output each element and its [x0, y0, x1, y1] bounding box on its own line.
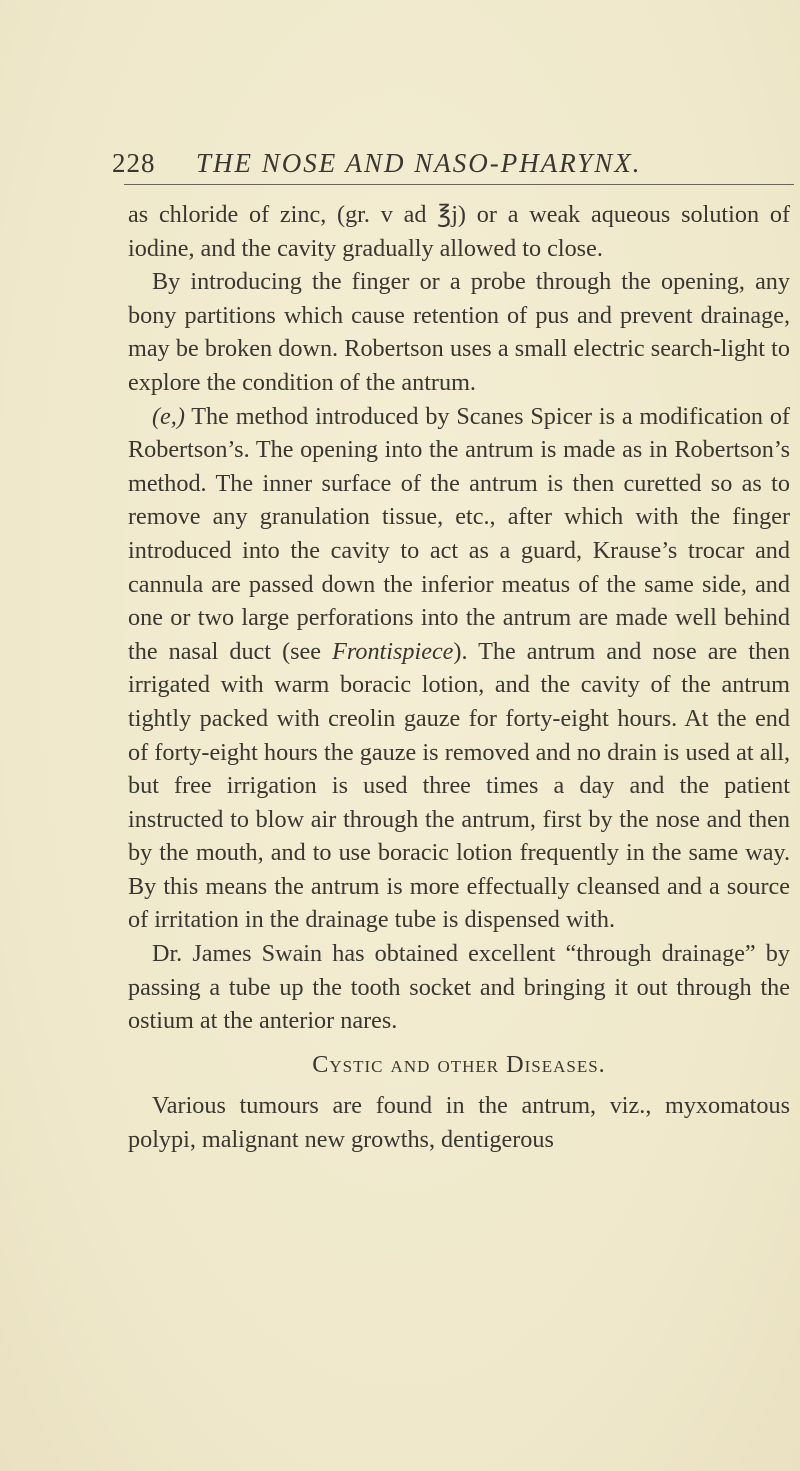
running-head [0, 148, 800, 188]
section-heading: Cystic and other Diseases. [312, 1050, 606, 1078]
page-number: 228 [112, 148, 156, 178]
paragraph-continuation: as chloride of zinc, (gr. v ad ℥j) or a weak aqueous solution of iodine, and the cavity gradually allowed to close. [128, 201, 790, 262]
frontispiece-reference: Frontispiece [332, 637, 454, 665]
running-title: THE NOSE AND NASO-PHARYNX. [196, 148, 642, 178]
body-text [128, 198, 790, 1157]
paragraph-spicer-method [128, 400, 790, 938]
item-label: (e,) [152, 402, 185, 430]
paragraph-text: ). The antrum and nose are then irrigated with warm boracic lotion, and the cavity of the antrum tightly packed with creolin gauze for forty-eight hours. At the end of forty-eight hours the gauze is removed and no drain is used at all, but free irrigation is used three times a day and the patient instructed to blow air through the antrum, first by the nose and then by the mouth, and to use boracic lotion frequently in the same way. By this means the antrum is more effectually cleansed and a source of irritation in the drainage tube is dispensed with. [128, 637, 790, 934]
paragraph-swain: Dr. James Swain has obtained excellent “through drainage” by passing a tube up the tooth socket and bringing it out through the ostium at the anterior nares. [128, 940, 790, 1035]
paragraph-tumours: Various tumours are found in the antrum, viz., myxomatous polypi, malignant new growths, dentigerous [128, 1092, 790, 1154]
paragraph-text: The method introduced by Scanes Spicer is a modification of Robertson’s. The opening into the antrum is made as in Robertson’s method. The inner surface of the antrum is then curetted so as to remove any granulation tissue, etc., after which with the finger introduced into the cavity to act as a guard, Krause’s trocar and cannula are passed down the inferior meatus of the same side, and one or two large perforations into the antrum are made well behind the nasal duct (see [128, 402, 790, 665]
paragraph-probe: By introducing the finger or a probe through the opening, any bony partitions which cause retention of pus and prevent drainage, may be broken down. Robertson uses a small electric search-light to explore the condition of the antrum. [128, 268, 790, 396]
header-rule [124, 184, 794, 185]
